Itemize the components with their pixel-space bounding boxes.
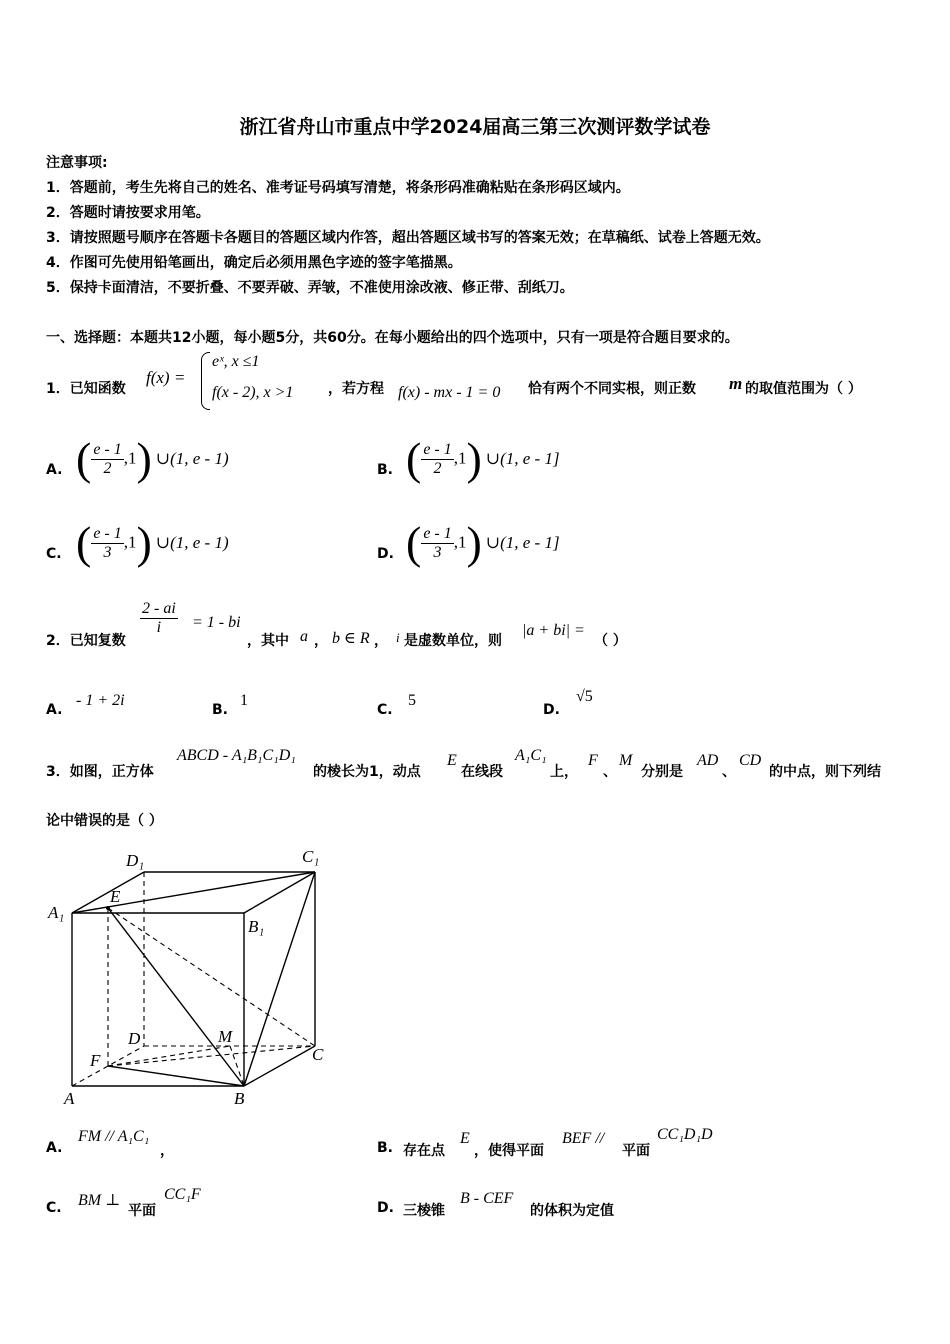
notice-item: 1．答题前，考生先将自己的姓名、准考证号码填写清楚，将条形码准确粘贴在条形码区域内。 — [46, 180, 630, 196]
page-title: 浙江省舟山市重点中学2024届高三第三次测评数学试卷 — [239, 116, 711, 138]
q3-option-c-m1: BM ⊥ — [78, 1192, 121, 1209]
q3-stem-c: 在线段 — [461, 764, 503, 780]
q1-stem-end: 的取值范围为（ ） — [745, 381, 862, 397]
point-E — [106, 906, 110, 910]
q3-M: M — [619, 752, 633, 769]
q2-rhs: = 1 - bi — [192, 614, 241, 631]
q1-option-b-num: e - 1 — [423, 440, 452, 458]
q1-option-b-label[interactable]: B. — [377, 462, 393, 478]
q2-stem-end: （ ） — [594, 633, 627, 649]
label-B: B — [234, 1089, 245, 1108]
q1-stem-mid: ，若方程 — [328, 381, 384, 397]
q1-option-c[interactable]: ( $\frac{e - 1}{3}$ ,1) ∪(1, e - 1) — [76, 517, 229, 568]
q1-option-a-den: 2 — [103, 459, 112, 477]
q3-option-c-m2: CC₁F — [164, 1186, 201, 1203]
q3-option-a-math[interactable]: FM // A₁C₁ — [78, 1128, 150, 1145]
q3-option-b-t1: 存在点 — [403, 1143, 445, 1159]
q1-option-a-num: e - 1 — [93, 440, 122, 458]
q1-m: m — [729, 374, 743, 393]
label-C: C — [312, 1045, 324, 1064]
q3-stem-f: 的中点，则下列结 — [769, 764, 881, 780]
q3-CD: CD — [739, 752, 762, 769]
q3-option-b-t3: 平面 — [622, 1143, 650, 1159]
q3-E: E — [447, 752, 457, 769]
notice-item: 4．作图可先使用铅笔画出，确定后必须用黑色字迹的签字笔描黑。 — [46, 255, 462, 271]
q3-option-c-label[interactable]: C. — [46, 1200, 62, 1216]
q2-frac-den: i — [156, 619, 162, 636]
label-F: F — [90, 1051, 101, 1070]
q1-option-c-den: 3 — [103, 543, 112, 561]
hidden-segment-FM — [108, 1046, 230, 1066]
q1-function-name: f(x) = — [146, 368, 186, 387]
notice-heading: 注意事项: — [46, 155, 108, 171]
q1-option-d-rest2: ∪(1, e - 1] — [485, 532, 560, 552]
q1-stem-start: 1．已知函数 — [46, 381, 126, 397]
q1-option-b[interactable]: ( $\frac{e - 1}{2}$ ,1) ∪(1, e - 1] — [406, 433, 560, 484]
q2-stem-tail: 是虚数单位，则 — [404, 633, 502, 649]
q3-stem-b: 的棱长为1，动点 — [313, 764, 421, 780]
q2-option-c[interactable]: 5 — [408, 692, 416, 709]
q2-abs: |a + bi| = — [522, 622, 585, 639]
q3-A1C1: A₁C₁ — [515, 747, 547, 764]
q1-option-d-label[interactable]: D. — [377, 546, 394, 562]
q1-option-a-rest1: ,1 — [123, 448, 137, 468]
q3-option-d-m1: B - CEF — [460, 1190, 514, 1207]
q3-option-a-text: ， — [160, 1143, 174, 1159]
q1-option-d-rest1: ,1 — [453, 532, 467, 552]
q3-option-b-m3: CC₁D₁D — [657, 1126, 713, 1143]
notice-item: 5．保持卡面清洁，不要折叠、不要弄破、弄皱，不准使用涂改液、修正带、刮纸刀。 — [46, 280, 574, 296]
q3-option-b-t2: ，使得平面 — [474, 1143, 544, 1159]
label-B1: B₁ — [248, 917, 265, 936]
q2-frac-num: 2 - ai — [142, 600, 176, 617]
segment-FB — [108, 1066, 244, 1086]
q1-option-c-num: e - 1 — [93, 524, 122, 542]
q2-i: i — [396, 630, 400, 645]
label-D: D — [128, 1029, 141, 1048]
q1-option-d-num: e - 1 — [423, 524, 452, 542]
q2-option-a[interactable]: - 1 + 2i — [76, 692, 125, 709]
q2-option-c-label[interactable]: C. — [377, 702, 393, 718]
q1-piecewise-brace — [201, 352, 210, 410]
q2-option-d[interactable]: √5 — [576, 688, 593, 705]
q2-option-a-label[interactable]: A. — [46, 702, 63, 718]
q3-F: F — [588, 752, 598, 769]
q1-stem-tail: 恰有两个不同实根，则正数 — [528, 381, 696, 397]
q3-sep2: 、 — [722, 764, 736, 780]
label-E: E — [110, 887, 121, 906]
q1-case-2: f(x - 2), x >1 — [212, 384, 294, 401]
q2-stem-mid: ，其中 — [247, 633, 289, 649]
section-heading: 一、选择题：本题共12小题，每小题5分，共60分。在每小题给出的四个选项中，只有一项是符合题目要求的。 — [46, 330, 739, 346]
q2-fraction — [140, 600, 178, 637]
hidden-segment-MB — [230, 1046, 244, 1086]
q2-a: a — [300, 628, 308, 645]
q1-option-a-label[interactable]: A. — [46, 462, 63, 478]
q3-option-b-m1: E — [460, 1130, 470, 1147]
label-C1: C₁ — [302, 847, 320, 866]
q3-stem-a: 3．如图，正方体 — [46, 764, 154, 780]
q3-option-b-label[interactable]: B. — [377, 1140, 393, 1156]
segment-BC1 — [244, 872, 315, 1086]
q1-option-d[interactable]: ( $\frac{e - 1}{3}$ ,1) ∪(1, e - 1] — [406, 517, 560, 568]
q3-cube: ABCD - A₁B₁C₁D₁ — [177, 747, 296, 764]
q3-stem-d: 上， — [550, 764, 578, 780]
label-D1: D₁ — [126, 851, 145, 870]
q1-option-c-rest1: ,1 — [123, 532, 137, 552]
q1-option-c-label[interactable]: C. — [46, 546, 62, 562]
q1-option-b-rest2: ∪(1, e - 1] — [485, 448, 560, 468]
q3-option-d-t2: 的体积为定值 — [530, 1203, 614, 1219]
q2-option-d-label[interactable]: D. — [543, 702, 560, 718]
q2-comma2: ， — [374, 633, 388, 649]
q1-option-a-rest2: ∪(1, e - 1) — [155, 448, 229, 468]
q3-AD: AD — [697, 752, 719, 769]
notice-item: 2．答题时请按要求用笔。 — [46, 205, 210, 221]
q1-option-a[interactable]: ( $\frac{e - 1}{2}$ ,1) ∪(1, e - 1) — [76, 433, 229, 484]
cube-figure — [40, 840, 350, 1120]
q3-option-c-t1: 平面 — [128, 1203, 156, 1219]
q1-option-c-rest2: ∪(1, e - 1) — [155, 532, 229, 552]
q1-case-1: eˣ, x ≤1 — [212, 353, 260, 370]
q2-bR: b ∈ R — [332, 630, 370, 647]
q3-option-d-t1: 三棱锥 — [403, 1203, 445, 1219]
label-A: A — [64, 1089, 75, 1108]
label-M: M — [218, 1027, 233, 1046]
q3-sep: 、 — [603, 764, 617, 780]
q1-option-b-den: 2 — [433, 459, 442, 477]
q3-option-d-label[interactable]: D. — [377, 1200, 394, 1216]
q2-stem-start: 2．已知复数 — [46, 633, 126, 649]
hidden-segment-EC — [108, 908, 315, 1046]
q3-option-a-label[interactable]: A. — [46, 1140, 63, 1156]
label-A1: A₁ — [48, 903, 65, 922]
segment-EB — [108, 908, 244, 1086]
q2-option-b[interactable]: 1 — [240, 692, 248, 709]
q2-comma: ， — [314, 633, 328, 649]
q1-equation: f(x) - mx - 1 = 0 — [398, 384, 501, 401]
notice-item: 3．请按照题号顺序在答题卡各题目的答题区域内作答，超出答题区域书写的答案无效；在草稿纸、试卷上答题无效。 — [46, 230, 770, 246]
q1-option-b-rest1: ,1 — [453, 448, 467, 468]
q2-option-b-label[interactable]: B. — [212, 702, 228, 718]
q3-option-b-m2: BEF // — [562, 1130, 605, 1147]
q3-stem-e: 分别是 — [641, 764, 683, 780]
q1-option-d-den: 3 — [433, 543, 442, 561]
q3-stem-line2: 论中错误的是（ ） — [46, 813, 163, 829]
